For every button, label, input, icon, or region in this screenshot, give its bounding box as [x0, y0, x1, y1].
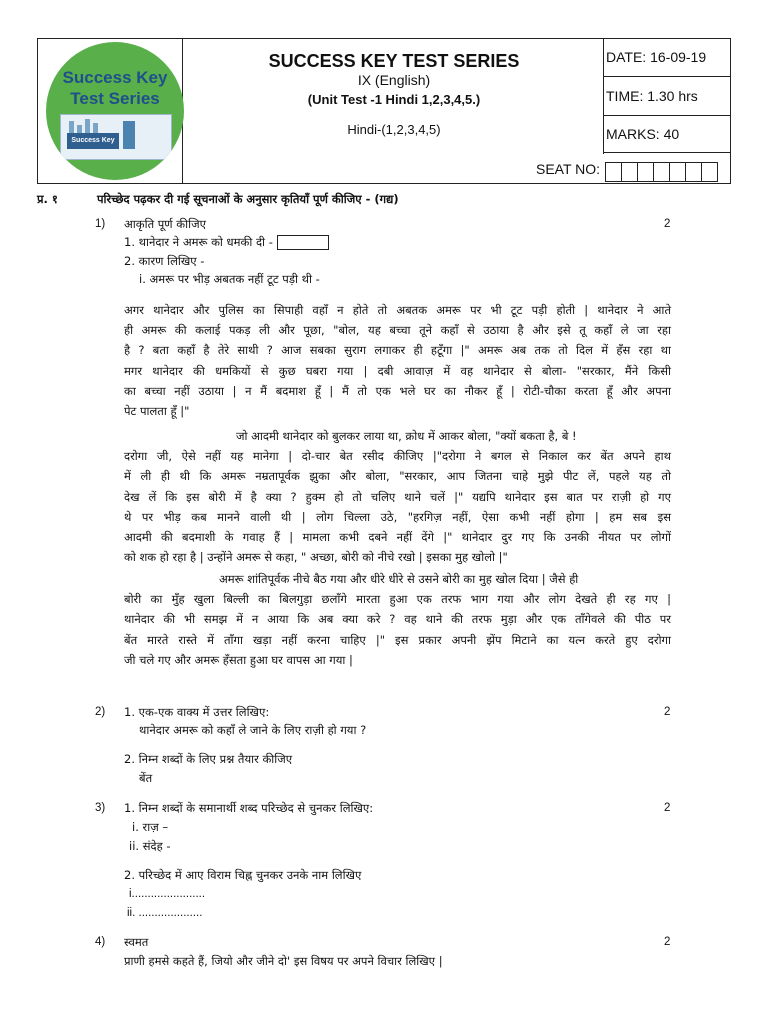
task-item: 1. निम्न शब्दों के समानार्थी शब्द परिच्छेद से चुनकर लिखिए: — [124, 801, 374, 815]
question-heading: परिच्छेद पढ़कर दी गई सूचनाओं के अनुसार कृतियाँ पूर्ण कीजिए - (गद्य) — [97, 192, 399, 206]
passage-line: दरोगा जी, ऐसे नहीं यह मानेगा | दो-चार बेत रसीद कीजिए |"दरोगा ने बगल से निकाल कर बेंत अपने हाथ — [124, 449, 671, 464]
seat-box[interactable] — [637, 162, 654, 182]
passage-line: बेंत मारते रास्ते में ताँगा खड़ा नहीं करना चाहिए |" इस प्रकार अपनी झेंप मिटाने का यत्न करते हुए दरोगा — [124, 632, 671, 647]
logo-badge-text: Success Key — [67, 133, 119, 149]
seat-box[interactable] — [621, 162, 638, 182]
task-number: 1) — [95, 218, 106, 230]
passage-line: बोरी का मुँह खुला बिल्ली का बिलगुड़ा छलाँगे मारता हुआ एक तरफ भाग गया और लोग देखते ही रह गए | — [124, 592, 671, 607]
task-marks: 2 — [664, 706, 671, 718]
passage-line: अमरू शांतिपूर्वक नीचे बैठ गया और धीरे धीरे से उसने बोरी का मुह खोल दिया | जैसे ही — [219, 572, 579, 586]
passage-paragraph — [124, 426, 671, 567]
passage-line: को शक हो रहा है | उन्होंने अमरू से कहा, " अच्छा, बोरी को नीचे रखो | इसका मुह खोलो |" — [124, 550, 508, 565]
passage-paragraph — [124, 569, 671, 670]
question-number: प्र. १ — [37, 192, 58, 206]
seat-box[interactable] — [605, 162, 622, 182]
unit-line: (Unit Test -1 Hindi 1,2,3,4,5.) — [307, 92, 481, 107]
logo-badge — [60, 114, 172, 160]
task-item: 2. कारण लिखिए - — [124, 254, 205, 268]
task-item: 2. निम्न शब्दों के लिए प्रश्न तैयार कीजिए — [124, 752, 293, 766]
divider — [603, 115, 730, 116]
logo — [46, 42, 184, 180]
header-table — [37, 38, 731, 184]
logo-line1: Success Key — [62, 68, 168, 87]
task-item — [124, 234, 329, 250]
task-number: 3) — [95, 802, 106, 814]
passage-line: का बच्चा नहीं उठाया | न मैं बदमाश हूँ | मैं तो एक भले घर का नौकर हूँ | रोटी-चौका करता हूँ और अपना — [124, 383, 671, 398]
seat-box[interactable] — [685, 162, 702, 182]
passage-line: ही अमरू की कलाई पकड़ ली और पूछा, "बोल, यह बच्चा तूने कहाँ से उठाया है और इसे तू कहाँ ले जा रहा — [124, 323, 671, 338]
logo-line2: Test Series — [70, 89, 160, 108]
seat-label: SEAT NO: — [536, 161, 601, 177]
seat-box[interactable] — [653, 162, 670, 182]
task-subitem: बेंत — [139, 771, 153, 785]
task-number: 2) — [95, 706, 106, 718]
seat-box[interactable] — [701, 162, 718, 182]
passage-line: जो आदमी थानेदार को बुलकर लाया था, क्रोध में आकर बोला, "क्यों बकता है, बे ! — [236, 429, 577, 443]
date-field: DATE: 16-09-19 — [606, 49, 707, 65]
passage-line: मगर थानेदार की धमकियों से कुछ घबरा गया | दबी आवाज़ में वह थानेदार से बोला- "सरकार, मैंने किसी — [124, 363, 671, 378]
passage-line: जी चले गए और अमरू हँसता हुआ घर वापस आ गया | — [124, 652, 353, 667]
passage-line: में ली ही थी कि अमरू नम्रतापूर्वक झुका और बोला, "सरकार, आप जितना चाहे मुझे पीट लें, पहले यह तो — [124, 469, 671, 484]
passage-line: थानेदार की भी समझ में न आया कि अब क्या करे ? वह थाने की तरफ मुड़ा और एक ताँगेवले की पीठ पर — [124, 612, 671, 627]
task-subitem: i. राज़ – — [132, 820, 169, 834]
task-item: 2. परिच्छेद में आए विराम चिह्न चुनकर उनके नाम लिखिए — [124, 868, 362, 882]
task-subitem: i. अमरू पर भीड़ अबतक नहीं टूट पड़ी थी - — [139, 272, 320, 286]
passage-line: है ? बता कहाँ है तेरे साथी ? आज सबका सुराग लगाकर ही हटूँगा |" अमरू अब तक तो दिल में हँस रहा था — [124, 343, 671, 358]
task-subitem: ii. संदेह - — [129, 839, 171, 853]
task-title: स्वमत — [124, 935, 149, 949]
passage-line: थे पर भीड़ कब मानने वाली थी | लोग चिल्ला उठे, "हरगिज़ नहीं, ऐसा कभी नहीं होगा | हम सब इस — [124, 509, 671, 524]
chapters-line: Hindi-(1,2,3,4,5) — [347, 122, 441, 137]
task-marks: 2 — [664, 936, 671, 948]
task-number: 4) — [95, 936, 106, 948]
passage-line: आदमी की बदमाशी के गवाह हैं | मामला कभी दबने नहीं देंगे |" थानेदार दुर गए कि उनकी नीयत पर लोगों — [124, 530, 671, 545]
task-title: आकृति पूर्ण कीजिए — [124, 217, 206, 231]
divider — [603, 76, 730, 77]
task-marks: 2 — [664, 802, 671, 814]
task-item: 1. एक-एक वाक्य में उत्तर लिखिए: — [124, 705, 270, 719]
task-prompt: प्राणी हमसे कहते हैं, जियो और जीने दो' इस विषय पर अपने विचार लिखिए | — [124, 954, 443, 968]
divider — [603, 152, 730, 153]
passage-paragraph — [124, 300, 671, 421]
task-item-text: 1. थानेदार ने अमरू को धमकी दी - — [124, 235, 273, 249]
answer-blank: i....................... — [129, 888, 206, 900]
class-line: IX (English) — [357, 72, 431, 88]
passage-line: अगर थानेदार और पुलिस का सिपाही वहाँ न होते तो अबतक अमरू पर भी टूट पड़ी होती | थानेदार ने आते — [124, 303, 671, 317]
seat-box[interactable] — [669, 162, 686, 182]
task-marks: 2 — [664, 218, 671, 230]
task-subitem: थानेदार अमरू को कहाँ ले जाने के लिए राज़ी हो गया ? — [139, 723, 367, 737]
answer-box[interactable] — [277, 235, 329, 250]
passage-line: पेट पालता हूँ |" — [124, 404, 190, 419]
page-title: SUCCESS KEY TEST SERIES — [268, 51, 520, 71]
marks-field: MARKS: 40 — [606, 126, 680, 142]
passage-line: देख लें कि इस बोरी में है क्या ? हुक्म हो तो चलिए थाने चलें |" यद्यपि थानेदार इस बात पर राज़ी हो गए — [124, 489, 671, 504]
time-field: TIME: 1.30 hrs — [606, 88, 698, 104]
answer-blank: ii. .................... — [127, 907, 203, 919]
